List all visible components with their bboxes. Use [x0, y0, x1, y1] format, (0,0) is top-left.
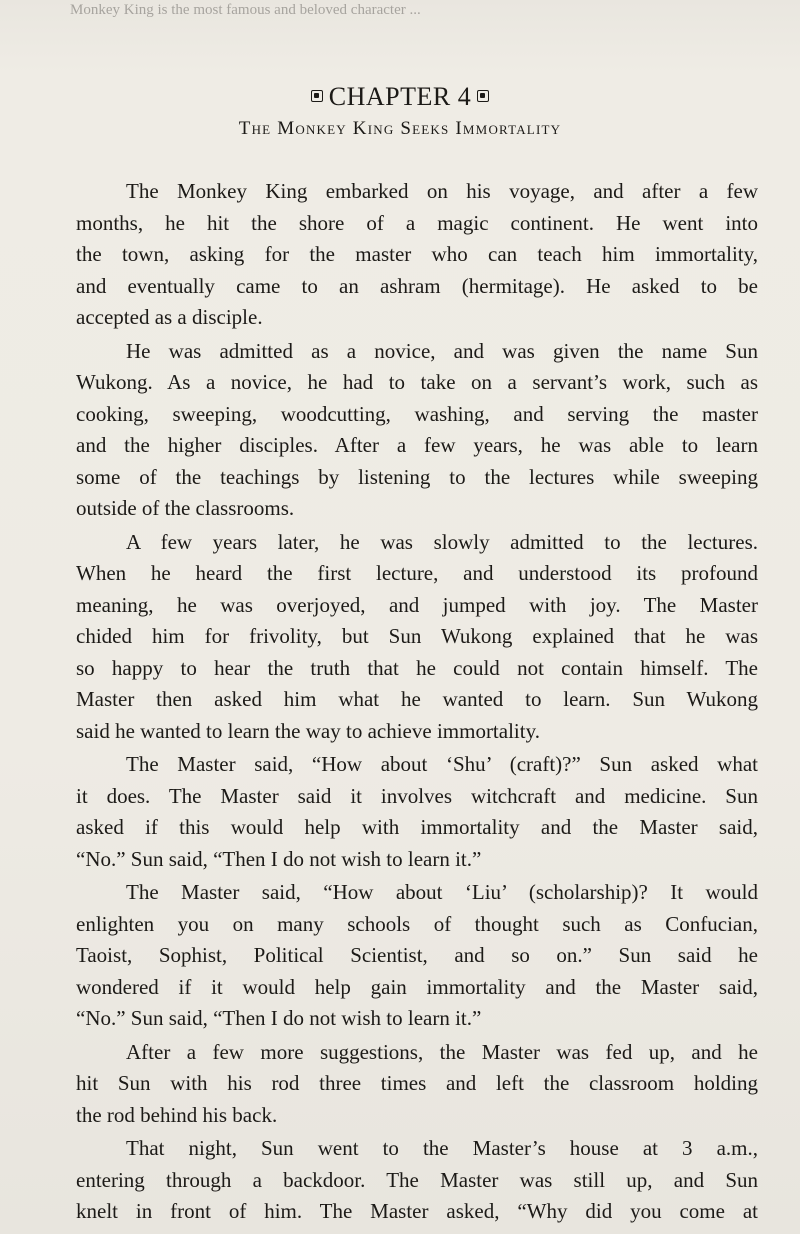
chapter-heading	[0, 82, 800, 112]
text-line: outside of the classrooms.	[76, 496, 295, 520]
text-line: When he heard the first lecture, and understood its profound	[76, 561, 758, 585]
text-line: some of the teachings by listening to the lectures while sweeping	[76, 464, 758, 489]
chapter-body	[76, 176, 758, 1230]
text-line: knelt in front of him. The Master asked, “Why did you come at	[76, 1199, 758, 1223]
text-line: That night, Sun went to the Master’s house at 3 a.m.,	[126, 1136, 758, 1160]
text-line: He was admitted as a novice, and was given the name Sun	[126, 338, 758, 363]
text-line: months, he hit the shore of a magic continent. He went into	[76, 210, 758, 235]
text-line: enlighten you on many schools of thought such as Confucian,	[76, 911, 758, 936]
text-line: The Monkey King embarked on his voyage, and after a few	[126, 179, 758, 203]
text-line: accepted as a disciple.	[76, 305, 263, 329]
ornament-left-icon	[311, 90, 323, 102]
text-line: so happy to hear the truth that he could not contain himself. The	[76, 655, 758, 680]
paragraph	[76, 1133, 758, 1228]
paragraph	[76, 877, 758, 1035]
text-line: The Master said, “How about ‘Shu’ (craft)?” Sun asked what	[126, 752, 758, 776]
text-line: chided him for frivolity, but Sun Wukong explained that he was	[76, 624, 758, 648]
text-line: cooking, sweeping, woodcutting, washing, and serving the master	[76, 401, 758, 426]
text-line: and the higher disciples. After a few years, he was able to learn	[76, 433, 758, 457]
paragraph	[76, 176, 758, 334]
text-line: and eventually came to an ashram (hermitage). He asked to be	[76, 273, 758, 298]
text-line: entering through a backdoor. The Master was still up, and Sun	[76, 1167, 758, 1192]
text-line: Taoist, Sophist, Political Scientist, and so on.” Sun said he	[76, 943, 758, 967]
text-line: the town, asking for the master who can teach him immortality,	[76, 242, 758, 266]
text-line: hit Sun with his rod three times and left the classroom holding	[76, 1071, 758, 1095]
text-line: Wukong. As a novice, he had to take on a servant’s work, such as	[76, 370, 758, 394]
chapter-title: The Monkey King Seeks Immortality	[238, 118, 562, 139]
text-line: A few years later, he was slowly admitted to the lectures.	[126, 529, 758, 554]
text-line: said he wanted to learn the way to achieve immortality.	[76, 718, 540, 743]
text-line: the rod behind his back.	[76, 1102, 278, 1127]
paragraph	[76, 527, 758, 748]
text-line: After a few more suggestions, the Master was fed up, and he	[126, 1039, 758, 1064]
paragraph	[76, 749, 758, 875]
text-line: “No.” Sun said, “Then I do not wish to learn it.”	[76, 1006, 482, 1030]
text-line: Master then asked him what he wanted to learn. Sun Wukong	[76, 687, 758, 711]
paragraph	[76, 1037, 758, 1132]
text-line: asked if this would help with immortality and the Master said,	[76, 815, 758, 839]
chapter-label: CHAPTER 4	[328, 82, 472, 111]
text-line: it does. The Master said it involves witchcraft and medicine. Sun	[76, 783, 758, 808]
text-line: “No.” Sun said, “Then I do not wish to learn it.”	[76, 846, 482, 871]
text-line: The Master said, “How about ‘Liu’ (scholarship)? It would	[126, 880, 758, 904]
text-line: meaning, he was overjoyed, and jumped with joy. The Master	[76, 592, 758, 617]
ornament-right-icon	[477, 90, 489, 102]
bleed-through-text: Monkey King is the most famous and beloved character ...	[70, 2, 421, 18]
text-line: wondered if it would help gain immortality and the Master said,	[76, 974, 758, 999]
paragraph	[76, 336, 758, 525]
